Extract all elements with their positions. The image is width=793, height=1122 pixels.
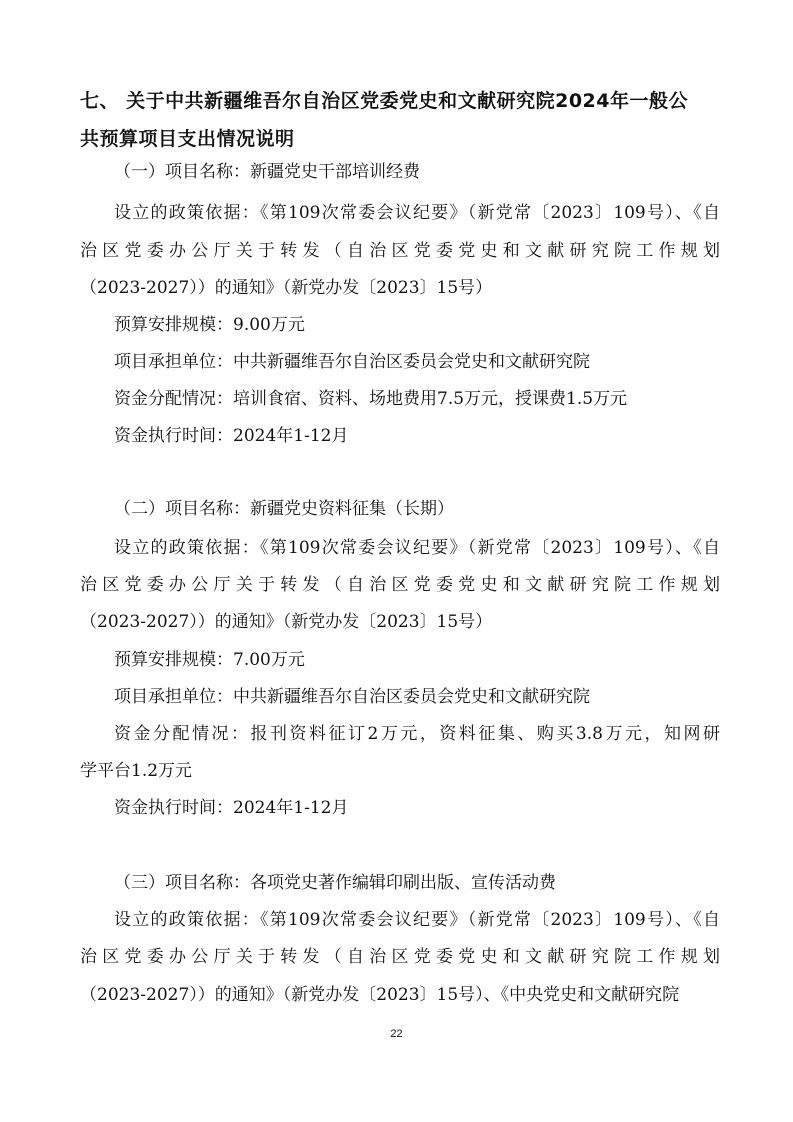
project-2-budget: 预算安排规模：7.00万元 bbox=[114, 650, 305, 670]
project-3-basis-line-1: 设立的政策依据：《第109次常委会议纪要》（新党常〔2023〕109号）、《自 bbox=[114, 910, 720, 930]
section-heading-line-1: 七、 关于中共新疆维吾尔自治区党委党史和文献研究院2024年一般公 bbox=[80, 90, 688, 112]
project-2-basis-line-1: 设立的政策依据：《第109次常委会议纪要》（新党常〔2023〕109号）、《自 bbox=[114, 538, 720, 558]
project-3-basis-line-3: （2023-2027））的通知》（新党办发〔2023〕15号）、《中央党史和文献研究院 bbox=[80, 985, 680, 1005]
section-heading-line-2: 共预算项目支出情况说明 bbox=[80, 128, 295, 150]
page-number: 22 bbox=[390, 1028, 403, 1040]
project-2-name: （二）项目名称：新疆党史资料征集（长期） bbox=[114, 499, 454, 519]
project-1-name: （一）项目名称：新疆党史干部培训经费 bbox=[114, 162, 420, 182]
project-3-name: （三）项目名称：各项党史著作编辑印刷出版、宣传活动费 bbox=[114, 873, 556, 893]
project-1-basis-line-1: 设立的政策依据：《第109次常委会议纪要》（新党常〔2023〕109号）、《自 bbox=[114, 203, 720, 223]
project-2-unit: 项目承担单位：中共新疆维吾尔自治区委员会党史和文献研究院 bbox=[114, 687, 590, 707]
project-1-basis-line-3: （2023-2027））的通知》（新党办发〔2023〕15号） bbox=[80, 278, 493, 298]
project-2-allocation-line-2: 学平台1.2万元 bbox=[80, 761, 193, 781]
project-1-budget: 预算安排规模：9.00万元 bbox=[114, 315, 305, 335]
project-1-unit: 项目承担单位：中共新疆维吾尔自治区委员会党史和文献研究院 bbox=[114, 352, 590, 372]
project-1-time: 资金执行时间：2024年1-12月 bbox=[114, 426, 349, 446]
project-2-allocation-line-1: 资金分配情况：报刊资料征订2万元，资料征集、购买3.8万元，知网研 bbox=[114, 724, 720, 744]
project-1-basis-line-2: 治区党委办公厅关于转发（自治区党委党史和文献研究院工作规划 bbox=[80, 241, 720, 261]
project-2-time: 资金执行时间：2024年1-12月 bbox=[114, 798, 349, 818]
project-1-allocation: 资金分配情况：培训食宿、资料、场地费用7.5万元，授课费1.5万元 bbox=[114, 389, 628, 409]
project-2-basis-line-3: （2023-2027））的通知》（新党办发〔2023〕15号） bbox=[80, 612, 493, 632]
project-2-basis-line-2: 治区党委办公厅关于转发（自治区党委党史和文献研究院工作规划 bbox=[80, 575, 720, 595]
project-3-basis-line-2: 治区党委办公厅关于转发（自治区党委党史和文献研究院工作规划 bbox=[80, 947, 720, 967]
